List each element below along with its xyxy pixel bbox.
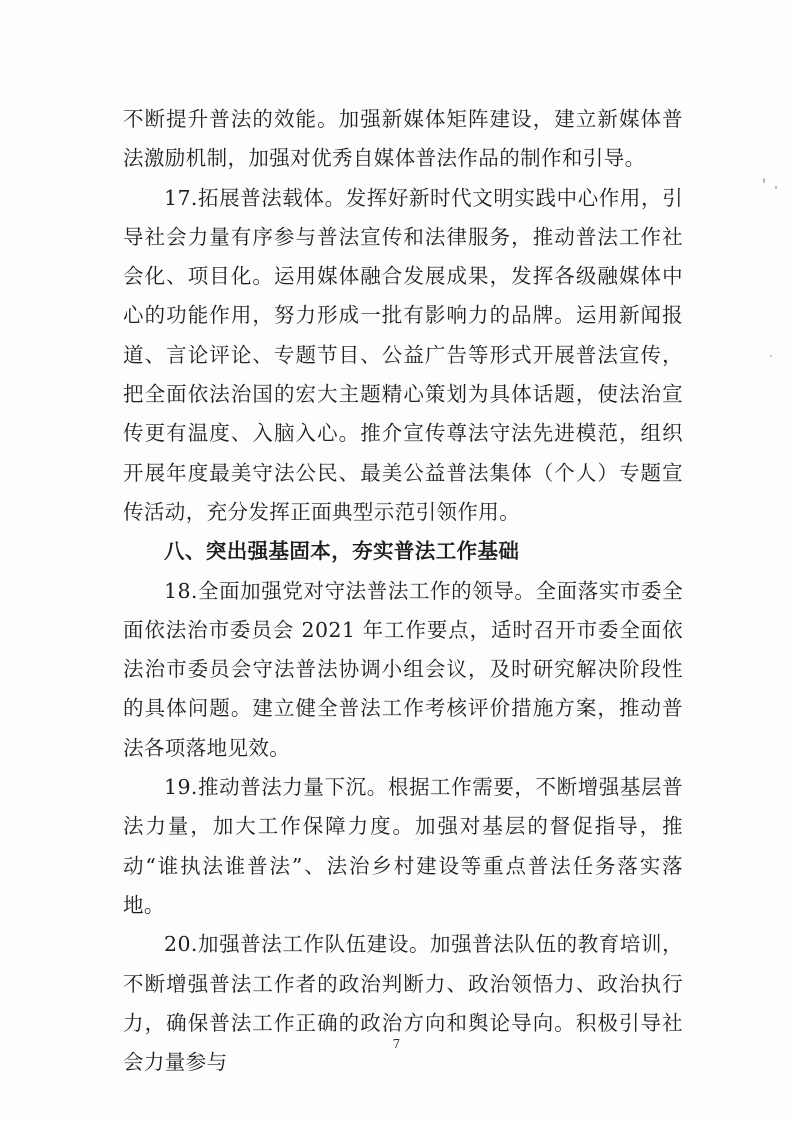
page-number: 7	[392, 1037, 401, 1051]
document-body	[123, 100, 683, 1082]
scan-speck	[770, 355, 772, 357]
paragraph-continuation: 不断提升普法的效能。加强新媒体矩阵建设，建立新媒体普法激励机制，加强对优秀自媒体普法作品的制作和引导。	[123, 107, 683, 171]
section-heading: 八、突出强基固本，夯实普法工作基础	[164, 539, 520, 564]
paragraph-item-20: 20.加强普法工作队伍建设。加强普法队伍的教育培训，不断增强普法工作者的政治判断力、政治领悟力、政治执行力，确保普法工作正确的政治方向和舆论导向。积极引导社会力量参与	[123, 932, 683, 1075]
paragraph-item-19: 19.推动普法力量下沉。根据工作需要，不断增强基层普法力量，加大工作保障力度。加强对基层的督促指导，推动“谁执法谁普法”、法治乡村建设等重点普法任务落实落地。	[123, 775, 683, 917]
scan-speck	[775, 186, 777, 189]
scan-speck	[763, 178, 765, 183]
paragraph-item-18: 18.全面加强党对守法普法工作的领导。全面落实市委全面依法治市委员会 2021 年工作要点，适时召开市委全面依法治市委员会守法普法协调小组会议，及时研究解决阶段性的具体问题。建立健全普法工作考核评价措施方案，推动普法各项落地见效。	[123, 578, 683, 760]
paragraph-item-17: 17.拓展普法载体。发挥好新时代文明实践中心作用，引导社会力量有序参与普法宣传和法律服务，推动普法工作社会化、项目化。运用媒体融合发展成果，发挥各级融媒体中心的功能作用，努力形成一批有影响力的品牌。运用新闻报道、言论评论、专题节目、公益广告等形式开展普法宣传，把全面依法治国的宏大主题精心策划为具体话题，使法治宣传更有温度、入脑入心。推介宣传尊法守法先进模范，组织开展年度最美守法公民、最美公益普法集体（个人）专题宣传活动，充分发挥正面典型示范引领作用。	[123, 185, 683, 524]
